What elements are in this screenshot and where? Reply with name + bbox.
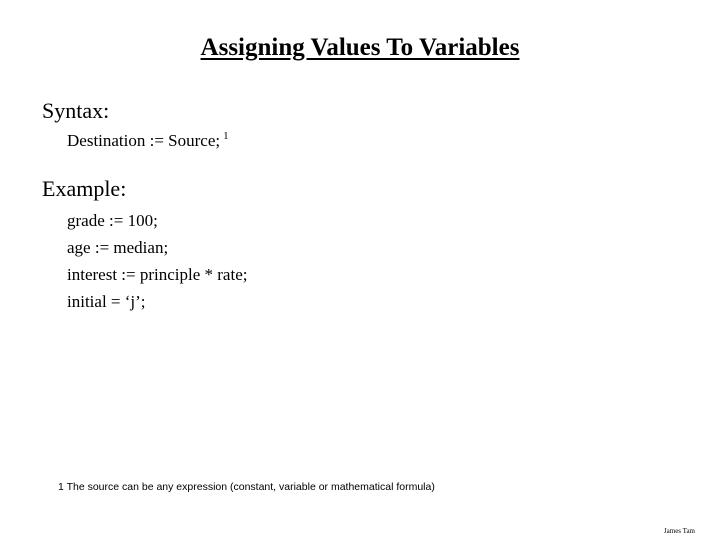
example-heading: Example:: [42, 176, 127, 201]
example-line: interest := principle * rate;: [67, 265, 248, 284]
example-line: initial = ‘j’;: [67, 292, 146, 311]
syntax-statement: Destination := Source;: [67, 131, 221, 150]
author-credit: James Tam: [663, 527, 695, 535]
syntax-line: [67, 130, 229, 151]
footnote-marker: 1: [223, 130, 229, 142]
example-line: age := median;: [67, 238, 169, 257]
example-code-block: [67, 207, 247, 315]
footnote: 1 The source can be any expression (constant, variable or mathematical formula): [58, 481, 435, 493]
syntax-heading: Syntax:: [42, 98, 110, 123]
example-line: grade := 100;: [67, 211, 158, 230]
slide-title: Assigning Values To Variables: [200, 34, 520, 61]
